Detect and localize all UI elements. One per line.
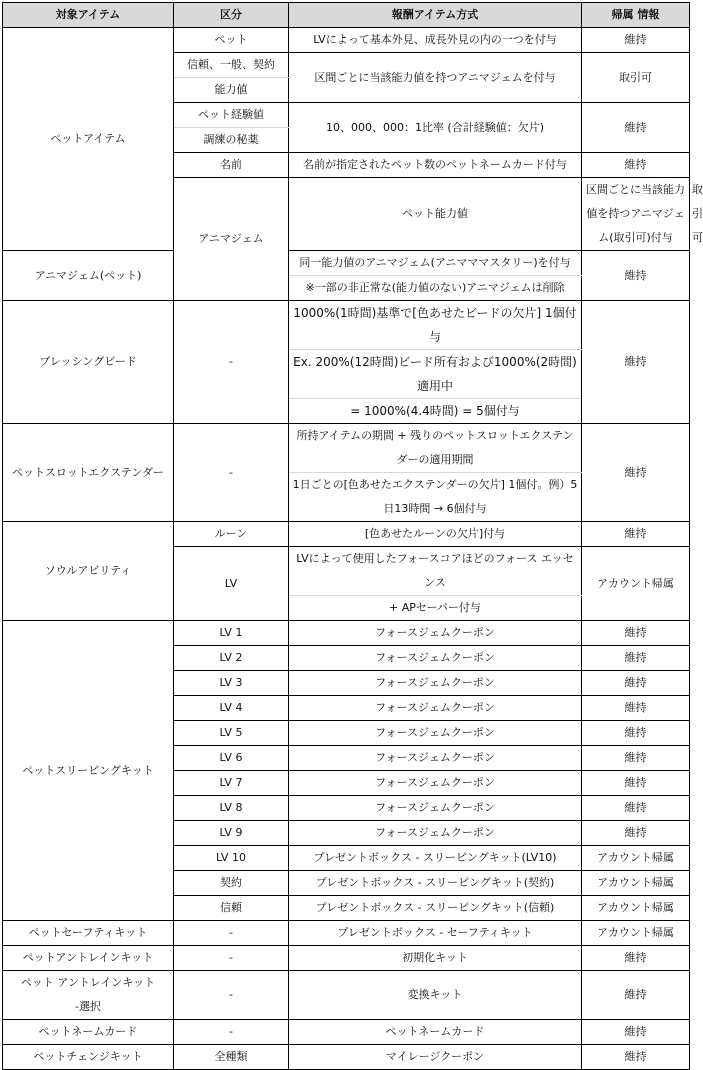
method-cell: フォースジェムクーポン [289, 721, 582, 746]
attribution-cell: 維持 [582, 646, 690, 671]
category-cell: 調練の秘薬 [174, 128, 289, 153]
attribution-cell: 維持 [582, 522, 690, 547]
target-slot-extender: ペットスロットエクステンダー [3, 424, 174, 522]
attribution-cell: 維持 [582, 696, 690, 721]
method-cell: 名前が指定されたペット数のペットネームカード付与 [289, 153, 582, 178]
method-cell: フォースジェムクーポン [289, 746, 582, 771]
attribution-cell: 維持 [582, 1020, 690, 1045]
method-cell: プレゼントボックス - スリーピングキット(信頼) [289, 896, 582, 921]
target-untrain-kit: ペットアントレインキット [3, 946, 174, 971]
method-line: 日13時間 → 6個付与 [383, 502, 487, 515]
method-line: 適用中 [416, 379, 453, 393]
target-line: ペット アントレインキット [20, 976, 156, 989]
attribution-cell: 維持 [582, 621, 690, 646]
target-sleeping-kit: ペットスリーピングキット [3, 621, 174, 921]
method-cell: フォースジェムクーポン [289, 796, 582, 821]
category-cell: - [174, 424, 289, 522]
target-pet-item: ペットアイテム [3, 28, 174, 251]
method-cell: フォースジェムクーポン [289, 821, 582, 846]
method-cell: 区間ごとに当該能力値を持つアニマジェム(取引可)付与 [582, 178, 690, 251]
reward-table [2, 2, 703, 1070]
attribution-cell: 維持 [582, 301, 690, 424]
method-line: ダーの適用期間 [396, 453, 474, 466]
method-cell: [色あせたルーンの欠片]付与 [289, 522, 582, 547]
attribution-cell: 維持 [582, 771, 690, 796]
category-cell: - [174, 921, 289, 946]
category-cell: 契約 [174, 871, 289, 896]
category-cell: - [174, 301, 289, 424]
table-row [3, 424, 690, 473]
method-cell: ※一部の非正常な(能力値のない)アニマジェムは削除 [289, 276, 582, 301]
table-row [3, 301, 690, 350]
method-line: LVによって使用したフォースコアほどのフォース エッセ [296, 552, 574, 565]
table-row: アニマジェム ペット能力値 区間ごとに当該能力値を持つアニマジェム(取引可)付与 取引可 [3, 178, 690, 251]
target-name-card: ペットネームカード [3, 1020, 174, 1045]
method-line: ンス [424, 576, 446, 589]
header-target: 対象アイテム [3, 3, 174, 28]
category-cell: LV 9 [174, 821, 289, 846]
method-cell [289, 473, 582, 522]
attribution-cell: 維持 [582, 103, 690, 153]
target-untrain-kit-select [3, 971, 174, 1020]
category-cell: ルーン [174, 522, 289, 547]
method-cell: LVによって基本外見、成長外見の内の一つを付与 [289, 28, 582, 53]
method-cell [289, 350, 582, 399]
category-cell: LV 7 [174, 771, 289, 796]
table-row [3, 522, 690, 547]
category-cell: アニマジェム(ペット) [3, 251, 174, 301]
attribution-cell: 維持 [582, 153, 690, 178]
method-cell: フォースジェムクーポン [289, 671, 582, 696]
category-cell: ペット能力値 [289, 178, 582, 251]
method-cell: フォースジェムクーポン [289, 771, 582, 796]
method-cell [289, 424, 582, 473]
method-cell: 初期化キット [289, 946, 582, 971]
category-cell: 能力値 [174, 78, 289, 103]
header-row [3, 3, 690, 28]
category-cell: LV 2 [174, 646, 289, 671]
table-row [3, 251, 690, 276]
method-cell: マイレージクーポン [289, 1045, 582, 1070]
method-cell: フォースジェムクーポン [289, 696, 582, 721]
method-cell: プレゼントボックス - スリーピングキット(契約) [289, 871, 582, 896]
category-cell: LV 10 [174, 846, 289, 871]
attribution-cell: 維持 [582, 251, 690, 301]
table-row [3, 1045, 690, 1070]
attribution-cell: 維持 [582, 671, 690, 696]
method-line: 与 [428, 330, 441, 344]
category-cell: 全種類 [174, 1045, 289, 1070]
method-cell: 区間ごとに当該能力値を持つアニマジェムを付与 [289, 53, 582, 103]
method-cell: 変換キット [289, 971, 582, 1020]
method-line: Ex. 200%(12時間)ビード所有および1000%(2時間) [293, 355, 577, 369]
target-safety-kit: ペットセーフティキット [3, 921, 174, 946]
attribution-cell: 維持 [582, 796, 690, 821]
method-line: 1000%(1時間)基準で[色あせたビードの欠片] 1個付 [293, 306, 577, 320]
method-cell [289, 301, 582, 350]
category-cell: LV 8 [174, 796, 289, 821]
method-cell: プレゼントボックス - スリーピングキット(LV10) [289, 846, 582, 871]
table-row [3, 946, 690, 971]
target-animagem: アニマジェム [174, 178, 289, 301]
table-row [3, 621, 690, 646]
category-cell: 信頼、一般、契約 [174, 53, 289, 78]
target-change-kit: ペットチェンジキット [3, 1045, 174, 1070]
target-blessing-bead: ブレッシングビード [3, 301, 174, 424]
method-cell: 同一能力値のアニマジェム(アニマママスタリー)を付与 [289, 251, 582, 276]
attribution-cell: アカウント帰属 [582, 846, 690, 871]
attribution-cell: 維持 [582, 424, 690, 522]
attribution-cell: アカウント帰属 [582, 896, 690, 921]
category-cell: ペット [174, 28, 289, 53]
table-row [3, 28, 690, 53]
header-method: 報酬アイテム方式 [289, 3, 582, 28]
method-cell: = 1000%(4.4時間) = 5個付与 [289, 399, 582, 424]
category-cell: - [174, 946, 289, 971]
header-attribution: 帰属 情報 [582, 3, 690, 28]
attribution-cell: アカウント帰属 [582, 547, 690, 621]
header-category: 区分 [174, 3, 289, 28]
target-soul-ability: ソウルアビリティ [3, 522, 174, 621]
attribution-cell: 維持 [582, 28, 690, 53]
category-cell: 信頼 [174, 896, 289, 921]
category-cell: LV 4 [174, 696, 289, 721]
category-cell: 名前 [174, 153, 289, 178]
category-cell: ペット経験値 [174, 103, 289, 128]
method-cell: 10、000、000：1比率 (合計経験値：欠片) [289, 103, 582, 153]
table-row [3, 1020, 690, 1045]
attribution-cell: 維持 [582, 971, 690, 1020]
attribution-cell: 維持 [582, 746, 690, 771]
attribution-cell: アカウント帰属 [582, 871, 690, 896]
method-cell: フォースジェムクーポン [289, 646, 582, 671]
table-row [3, 971, 690, 1020]
method-cell: ペットネームカード [289, 1020, 582, 1045]
method-cell [289, 547, 582, 596]
category-cell: LV 3 [174, 671, 289, 696]
attribution-cell: 維持 [582, 946, 690, 971]
method-cell: + APセーバー付与 [289, 596, 582, 621]
attribution-cell: アカウント帰属 [582, 921, 690, 946]
method-cell: フォースジェムクーポン [289, 621, 582, 646]
target-line: -選択 [75, 1000, 101, 1013]
table-row [3, 921, 690, 946]
category-cell: LV 5 [174, 721, 289, 746]
method-cell: プレゼントボックス - セーフティキット [289, 921, 582, 946]
category-cell: LV [174, 547, 289, 621]
attribution-cell: 取引可 [582, 53, 690, 103]
category-cell: - [174, 1020, 289, 1045]
category-cell: LV 6 [174, 746, 289, 771]
method-line: 1日ごとの[色あせたエクステンダーの欠片] 1個付。例）5 [292, 478, 578, 491]
category-cell: - [174, 971, 289, 1020]
attribution-cell: 維持 [582, 821, 690, 846]
method-line: 所持アイテムの期間 + 残りのペットスロットエクステン [296, 429, 574, 442]
attribution-cell: 維持 [582, 1045, 690, 1070]
attribution-cell: 維持 [582, 721, 690, 746]
category-cell: LV 1 [174, 621, 289, 646]
